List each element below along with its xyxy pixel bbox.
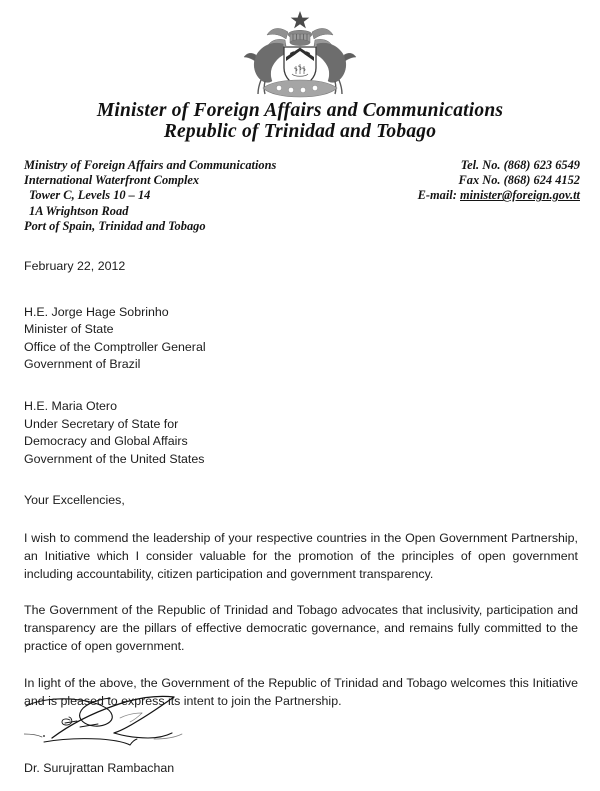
coat-of-arms	[0, 8, 600, 105]
letterhead-details	[24, 158, 580, 234]
recipient-1-line-1: H.E. Jorge Hage Sobrinho	[24, 304, 169, 319]
signature-block	[24, 694, 324, 790]
address-line-5: Port of Spain, Trinidad and Tobago	[24, 218, 206, 233]
body-paragraph-3: In light of the above, the Government of the Republic of Trinidad and Tobago welcomes this Initiative and is pleased to express its intent to join the Partnership.	[24, 675, 578, 708]
email-label: E-mail:	[417, 188, 457, 203]
letterhead-title	[0, 100, 600, 142]
body-paragraph-2: The Government of the Republic of Trinidad and Tobago advocates that inclusivity, participation and transparency are the pillars of effective democratic governance, and remains fully committed to the practice of open government.	[24, 603, 578, 653]
recipient-1-line-2: Minister of State	[24, 322, 114, 337]
email-line	[418, 188, 580, 203]
address-line-3: Tower C, Levels 10 – 14	[29, 188, 151, 203]
letter-content	[24, 258, 578, 710]
letter-date: February 22, 2012	[24, 259, 126, 273]
letterhead-title-line-1: Minister of Foreign Affairs and Communications	[96, 100, 504, 121]
body-paragraph-1: I wish to commend the leadership of your respective countries in the Open Government Partnership, an Initiative which I consider valuable for the promotion of the principles of open government including accountability, citizen participation and government transparency.	[24, 530, 578, 581]
recipient-2-line-3: Democracy and Global Affairs	[24, 434, 188, 449]
signatory-name: Dr. Surujrattan Rambachan	[24, 761, 175, 775]
recipient-2-line-4: Government of the United States	[24, 451, 205, 466]
ministry-contact	[418, 158, 580, 204]
recipient-1-line-3: Office of the Comptroller General	[24, 339, 206, 354]
handwritten-signature-icon	[24, 694, 234, 756]
recipient-2-line-1: H.E. Maria Otero	[24, 398, 117, 413]
salutation: Your Excellencies,	[24, 493, 125, 508]
address-line-1: Ministry of Foreign Affairs and Communications	[24, 158, 277, 172]
fax-line: Fax No. (868) 624 4152	[458, 173, 580, 188]
letterhead-title-line-2: Republic of Trinidad and Tobago	[163, 121, 437, 142]
telephone-line: Tel. No. (868) 623 6549	[460, 158, 580, 172]
recipient-1-line-4: Government of Brazil	[24, 357, 141, 372]
address-line-2: International Waterfront Complex	[24, 173, 200, 188]
recipient-2-line-2: Under Secretary of State for	[24, 416, 179, 431]
address-line-4: 1A Wrightson Road	[29, 203, 129, 218]
recipient-block-1	[24, 304, 578, 374]
email-address[interactable]: minister@foreign.gov.tt	[460, 188, 580, 203]
recipient-block-2	[24, 398, 578, 468]
ministry-address	[24, 158, 276, 234]
coat-of-arms-icon	[241, 8, 359, 100]
